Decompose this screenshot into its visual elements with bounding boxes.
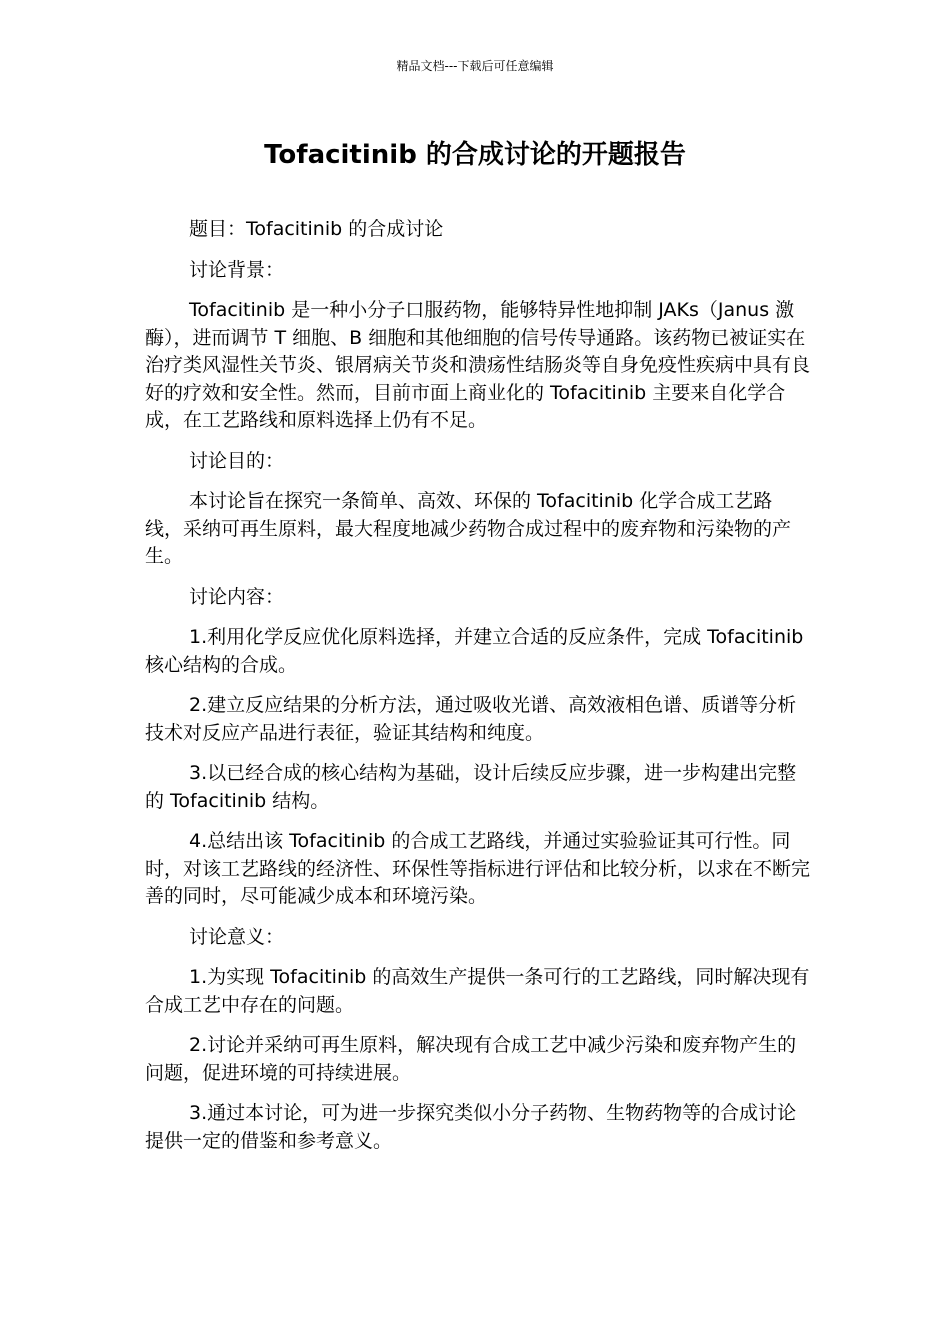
background-heading: 讨论背景：	[189, 258, 285, 281]
document-body	[145, 216, 810, 1168]
content-heading: 讨论内容：	[189, 585, 285, 608]
document-title: Tofacitinib 的合成讨论的开题报告	[264, 140, 686, 170]
content-item: 2.建立反应结果的分析方法，通过吸收光谱、高效液相色谱、质谱等分析技术对反应产品进行表征，验证其结构和纯度。	[145, 694, 797, 744]
topic-line: 题目：Tofacitinib 的合成讨论	[189, 218, 444, 240]
significance-item: 2.讨论并采纳可再生原料，解决现有合成工艺中减少污染和废弃物产生的问题，促进环境的可持续进展。	[145, 1034, 797, 1084]
page-header-note: 精品文档---下载后可任意编辑	[396, 59, 554, 73]
content-item: 4.总结出该 Tofacitinib 的合成工艺路线，并通过实验验证其可行性。同时，对该工艺路线的经济性、环保性等指标进行评估和比较分析，以求在不断完善的同时，尽可能减少成本和环境污染。	[145, 830, 811, 907]
content-item: 1.利用化学反应优化原料选择，并建立合适的反应条件，完成 Tofacitinib 核心结构的合成。	[145, 626, 804, 676]
content-item: 3.以已经合成的核心结构为基础，设计后续反应步骤，进一步构建出完整的 Tofacitinib 结构。	[145, 762, 797, 812]
purpose-paragraph: 本讨论旨在探究一条简单、高效、环保的 Tofacitinib 化学合成工艺路线，采纳可再生原料，最大程度地减少药物合成过程中的废弃物和污染物的产生。	[145, 490, 792, 567]
significance-item: 1.为实现 Tofacitinib 的高效生产提供一条可行的工艺路线，同时解决现有合成工艺中存在的问题。	[145, 966, 810, 1016]
background-paragraph: Tofacitinib 是一种小分子口服药物，能够特异性地抑制 JAKs（Janus 激酶），进而调节 T 细胞、B 细胞和其他细胞的信号传导通路。该药物已被证实在治疗类风湿性关节炎、银屑病关节炎和溃疡性结肠炎等自身免疫性疾病中具有良好的疗效和安全性。然而，目前市面上商业化的 Tofacitinib 主要来自化学合成，在工艺路线和原料选择上仍有不足。	[145, 299, 811, 431]
significance-item: 3.通过本讨论，可为进一步探究类似小分子药物、生物药物等的合成讨论提供一定的借鉴和参考意义。	[145, 1102, 797, 1152]
purpose-heading: 讨论目的：	[189, 449, 285, 472]
significance-heading: 讨论意义：	[189, 925, 285, 948]
